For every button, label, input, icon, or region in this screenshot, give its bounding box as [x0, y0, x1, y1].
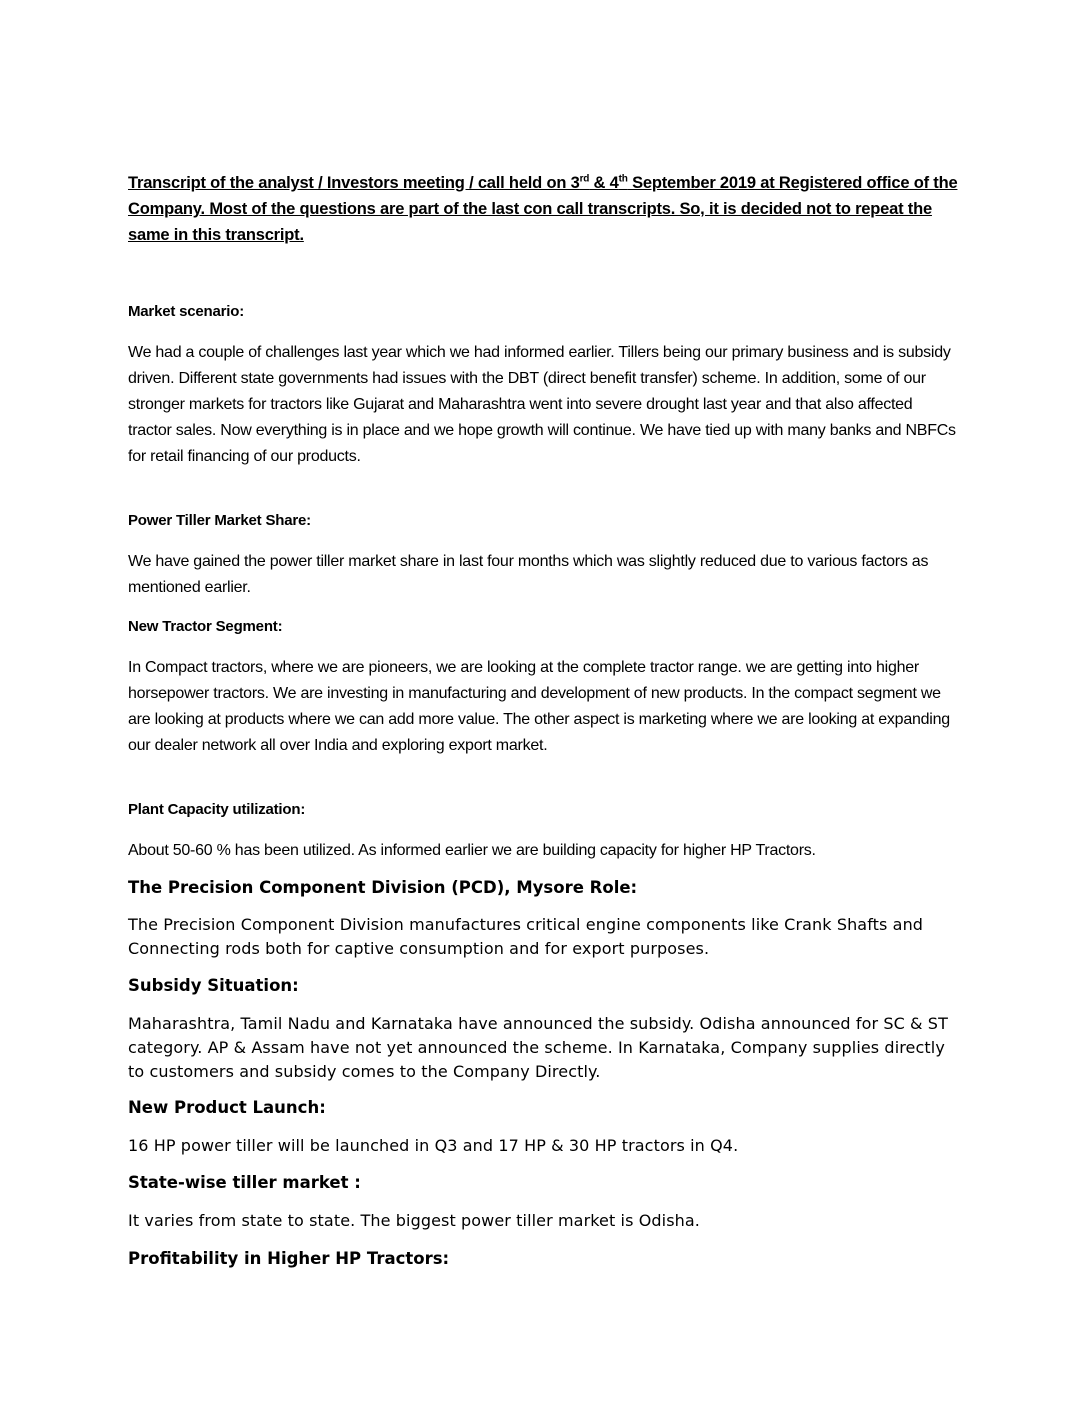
section-body-power-tiller-market-share: We have gained the power tiller market share in last four months which was slightly reduced due to various factors as mentioned earlier.	[128, 553, 929, 596]
section-body-market-scenario: We had a couple of challenges last year which we had informed earlier. Tillers being our primary business and is subsidy driven. Different state governments had issues with the DBT (direct benefit transfer) scheme. In addition, some of our stronger markets for tractors like Gujarat and Maharashtra went into severe drought last year and that also affected tractor sales. Now everything is in place and we hope growth will continue. We have tied up with many banks and NBFCs for retail financing of our products.	[128, 344, 956, 465]
section-heading-pcd-role: The Precision Component Division (PCD), Mysore Role:	[128, 878, 638, 897]
section-heading-new-tractor-segment: New Tractor Segment:	[128, 618, 283, 635]
title-superscript-th: th	[618, 173, 628, 185]
title-text-3: September 2019 at Registered office of the Company. Most of the questions are part of the last con call transcripts. So, it is decided not to repeat the same in this transcript.	[128, 174, 958, 244]
section-heading-subsidy-situation: Subsidy Situation:	[128, 976, 299, 995]
section-heading-plant-capacity: Plant Capacity utilization:	[128, 801, 306, 818]
section-heading-profitability-higher-hp: Profitability in Higher HP Tractors:	[128, 1249, 450, 1268]
title-superscript-rd: rd	[579, 173, 590, 185]
section-body-pcd-role: The Precision Component Division manufactures critical engine components like Crank Shafts and Connecting rods both for captive consumption and for export purposes.	[128, 915, 924, 958]
section-body-plant-capacity: About 50-60 % has been utilized. As informed earlier we are building capacity for higher HP Tractors.	[128, 842, 816, 859]
section-heading-market-scenario: Market scenario:	[128, 303, 245, 320]
title-text-2: & 4	[589, 174, 619, 192]
section-body-new-tractor-segment: In Compact tractors, where we are pioneers, we are looking at the complete tractor range. we are getting into higher horsepower tractors. We are investing in manufacturing and development of new products. In the compact segment we are looking at products where we can add more value. The other aspect is marketing where we are looking at expanding our dealer network all over India and exploring export market.	[128, 659, 950, 754]
section-body-new-product-launch: 16 HP power tiller will be launched in Q3 and 17 HP & 30 HP tractors in Q4.	[128, 1136, 739, 1155]
document-title	[128, 170, 958, 248]
title-text-1: Transcript of the analyst / Investors meeting / call held on 3	[128, 174, 580, 192]
section-heading-power-tiller-market-share: Power Tiller Market Share:	[128, 512, 311, 529]
section-heading-new-product-launch: New Product Launch:	[128, 1098, 326, 1117]
section-body-state-wise-tiller-market: It varies from state to state. The biggest power tiller market is Odisha.	[128, 1211, 700, 1230]
section-body-subsidy-situation: Maharashtra, Tamil Nadu and Karnataka have announced the subsidy. Odisha announced for SC & ST category. AP & Assam have not yet announced the scheme. In Karnataka, Company supplies directly to customers and subsidy comes to the Company Directly.	[128, 1014, 948, 1081]
section-heading-state-wise-tiller-market: State-wise tiller market :	[128, 1173, 361, 1192]
